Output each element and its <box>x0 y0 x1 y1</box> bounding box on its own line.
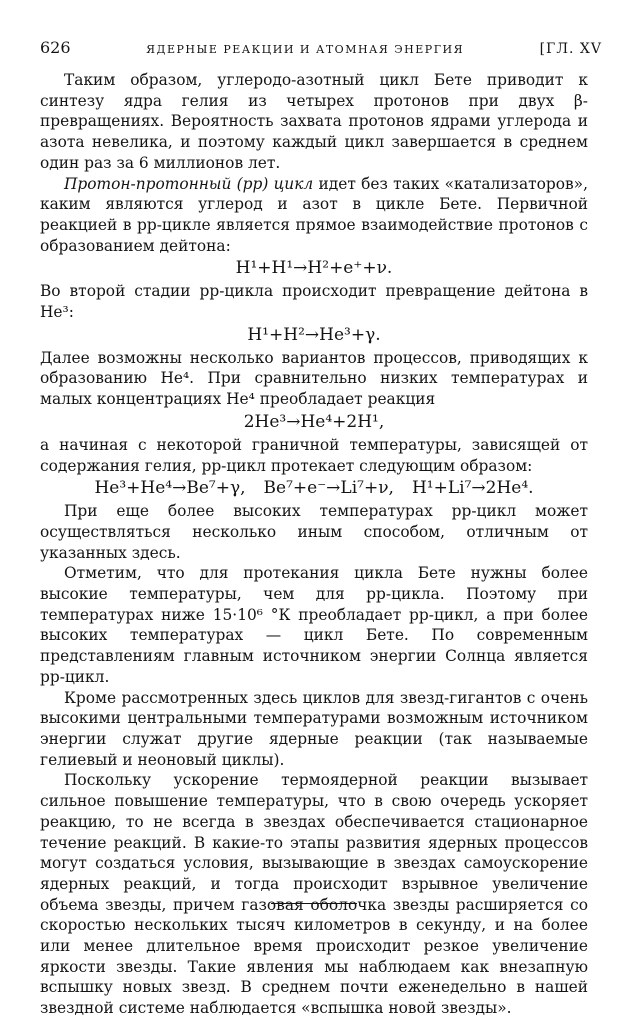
formula-chain <box>40 476 588 501</box>
running-title: ЯДЕРНЫЕ РЕАКЦИИ И АТОМНАЯ ЭНЕРГИЯ <box>146 43 464 56</box>
paragraph-text: идет без таких «катализаторов», каким являются углерод и азот в цикле Бете. Первичной реакцией в pp-цикле является прямое взаимодействие протонов с образованием дейтона: <box>40 174 588 255</box>
page-number: 626 <box>40 38 71 57</box>
paragraph: При еще более высоких температурах pp-цикл может осуществляться несколько иным способом, отличным от указанных здесь. <box>40 502 588 562</box>
page-header <box>40 38 602 57</box>
formula-helium3: H¹+H²→He³+γ. <box>247 324 381 345</box>
paragraph: Отметим, что для протекания цикла Бете нужны более высокие температуры, чем для pp-цикла. Поэтому при температурах ниже 15·10⁶ °К преобладает pp-цикл, а при более высоких температурах — цикл Бете. По современным представлениям главным источником энергии Солнца является pp-цикл. <box>40 564 588 686</box>
body-text <box>40 70 588 1019</box>
paragraph: Далее возможны несколько вариантов процессов, приводящих к образованию He⁴. При сравнительно низких температурах и малых концентрациях He⁴ преобладает реакция <box>40 348 588 409</box>
formula-chain-step: H¹+Li⁷→2He⁴. <box>411 478 534 499</box>
formula-chain-step: Be⁷+e⁻→Li⁷+ν, <box>263 478 394 499</box>
paragraph: а начиная с некоторой граничной температуры, зависящей от содержания гелия, pp-цикл протекает следующим образом: <box>40 435 588 475</box>
paragraph <box>40 174 588 257</box>
paragraph: Таким образом, углеродо-азотный цикл Бете приводит к синтезу ядра гелия из четырех протонов при двух β-превращениях. Вероятность захвата протонов ядрами углерода и азота невелика, и поэтому каждый цикл завершается в среднем один раз за 6 миллионов лет. <box>40 71 588 172</box>
formula-helium4: 2He³→He⁴+2H¹, <box>243 411 385 432</box>
paragraph: Во второй стадии pp-цикла происходит превращение дейтона в He³: <box>40 282 588 322</box>
emphasis-term: Протон-протонный (pp) цикл <box>64 174 314 193</box>
end-rule-divider <box>271 903 357 904</box>
formula-deuteron: H¹+H¹→H²+e⁺+ν. <box>235 258 393 279</box>
paragraph: Кроме рассмотренных здесь циклов для звезд-гигантов с очень высокими центральными температурами возможным источником энергии служат другие ядерные реакции (так называемые гелиевый и неоновый циклы). <box>40 688 588 769</box>
chapter-reference: [ГЛ. XV <box>539 41 602 57</box>
formula-chain-step: He³+He⁴→Be⁷+γ, <box>94 478 246 499</box>
paragraph: Поскольку ускорение термоядерной реакции вызывает сильное повышение температуры, что в свою очередь ускоряет реакцию, то не всегда в звездах обеспечивается стационарное течение реакций. В какие-то этапы развития ядерных процессов могут создаться условия, вызывающие в звездах самоускорение ядерных реакций, и тогда происходит взрывное увеличение объема звезды, причем газовая оболочка звезды расширяется со скоростью нескольких тысяч километров в секунду, и на более или менее длительное время происходит резкое увеличение яркости звезды. Такие явления мы наблюдаем как внезапную вспышку новых звезд. В среднем почти еженедельно в нашей звездной системе наблюдается «вспышка новой звезды». <box>40 771 588 1018</box>
